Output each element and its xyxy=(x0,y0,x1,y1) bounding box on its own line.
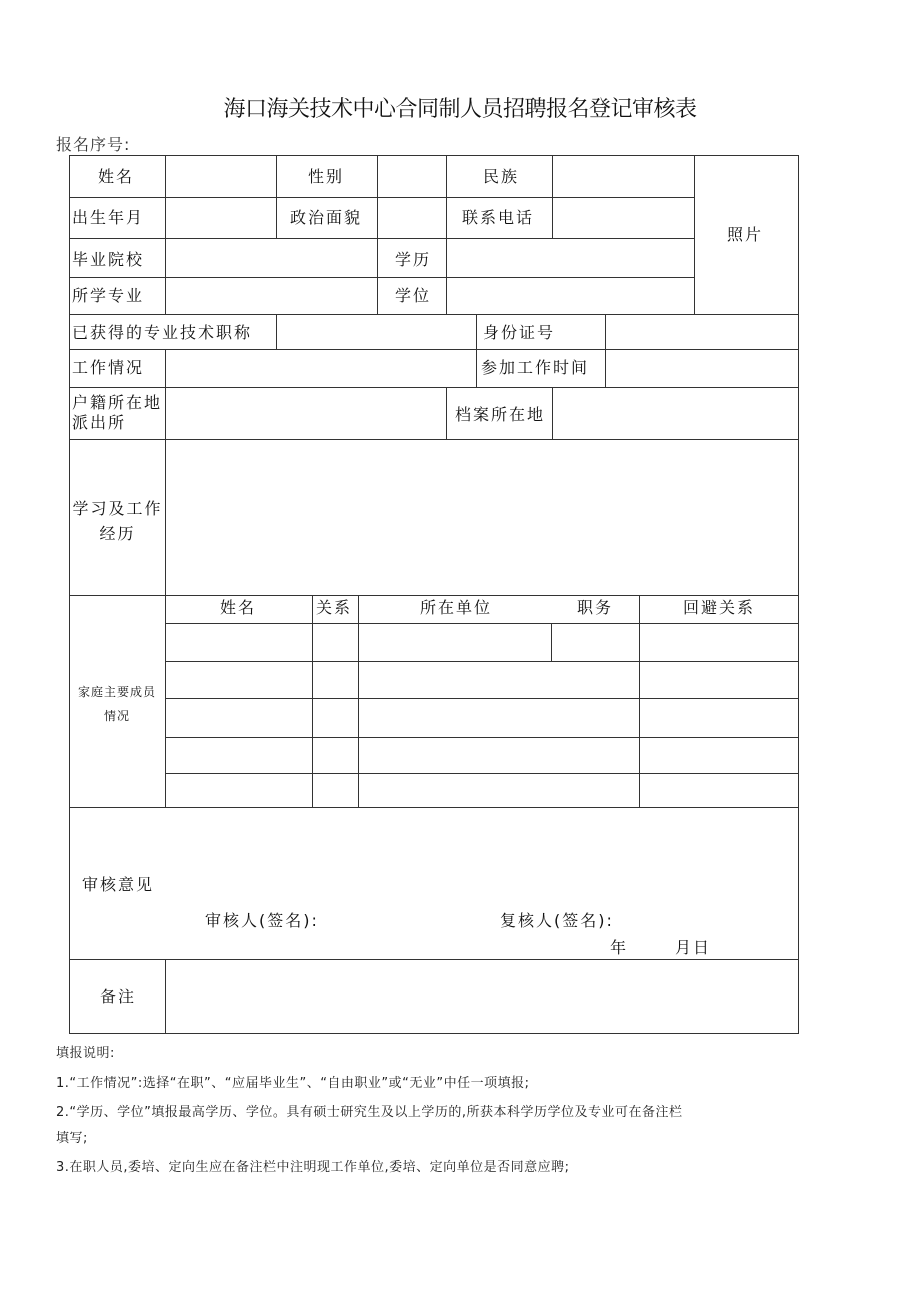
family-row-4[interactable] xyxy=(166,738,311,772)
remarks-field[interactable] xyxy=(166,960,797,1032)
family-col-relation: 关系 xyxy=(316,598,353,617)
label-name: 姓名 xyxy=(98,167,135,186)
family-row-3[interactable] xyxy=(166,699,311,736)
school-field[interactable] xyxy=(166,239,376,276)
experience-field[interactable] xyxy=(166,440,797,594)
professional-title-field[interactable] xyxy=(277,315,475,348)
work-start-date-field[interactable] xyxy=(606,350,797,386)
family-col-avoidance: 回避关系 xyxy=(683,598,756,617)
label-family-members xyxy=(69,680,165,728)
label-birth-date: 出生年月 xyxy=(72,208,145,227)
education-field[interactable] xyxy=(447,239,693,276)
household-registration-field[interactable] xyxy=(166,388,445,438)
label-work-start-date: 参加工作时间 xyxy=(481,358,590,377)
label-major: 所学专业 xyxy=(72,286,145,305)
label-gender: 性别 xyxy=(308,167,345,186)
experience-label-line2: 经历 xyxy=(99,524,136,543)
birth-date-field[interactable] xyxy=(166,198,275,237)
phone-field[interactable] xyxy=(553,198,693,237)
label-ethnicity: 民族 xyxy=(483,167,520,186)
label-professional-title: 已获得的专业技术职称 xyxy=(72,323,253,342)
date-year-label: 年 xyxy=(610,938,629,957)
family-row-2[interactable] xyxy=(166,662,311,697)
experience-label-line1: 学习及工作 xyxy=(72,499,163,518)
work-status-field[interactable] xyxy=(166,350,475,386)
major-field[interactable] xyxy=(166,278,376,313)
family-label-line1: 家庭主要成员 xyxy=(77,685,156,699)
family-row-1[interactable] xyxy=(166,624,311,660)
ethnicity-field[interactable] xyxy=(553,156,693,196)
photo-box[interactable] xyxy=(695,156,797,313)
family-col-unit: 所在单位 xyxy=(420,598,493,617)
serial-number-label: 报名序号: xyxy=(56,135,131,154)
review-opinion-field[interactable] xyxy=(166,808,797,958)
label-political-status: 政治面貌 xyxy=(290,208,363,227)
gender-field[interactable] xyxy=(378,156,445,196)
family-label-line2: 情况 xyxy=(103,709,130,723)
label-archive-location: 档案所在地 xyxy=(455,405,546,424)
label-degree: 学位 xyxy=(395,286,432,305)
archive-location-field[interactable] xyxy=(553,388,797,438)
label-experience xyxy=(70,496,165,546)
family-col-position: 职务 xyxy=(577,598,614,617)
label-household-registration xyxy=(72,393,172,433)
rechecker-signature-label: 复核人(签名): xyxy=(500,911,614,930)
label-school: 毕业院校 xyxy=(72,250,145,269)
household-label-line1: 户籍所在地 xyxy=(72,393,163,412)
political-status-field[interactable] xyxy=(378,198,445,237)
note-item-2-continued: 填写; xyxy=(56,1131,88,1146)
page-title: 海口海关技术中心合同制人员招聘报名登记审核表 xyxy=(223,97,697,122)
label-remarks: 备注 xyxy=(100,987,137,1006)
photo-label: 照片 xyxy=(727,225,764,244)
label-review-opinion: 审核意见 xyxy=(82,875,155,894)
reviewer-signature-label: 审核人(签名): xyxy=(205,911,319,930)
notes-heading: 填报说明: xyxy=(56,1046,115,1061)
note-item-3: 3.在职人员,委培、定向生应在备注栏中注明现工作单位,委培、定向单位是否同意应聘; xyxy=(56,1160,570,1175)
label-education: 学历 xyxy=(395,250,432,269)
note-item-1: 1.“工作情况”:选择“在职”、“应届毕业生”、“自由职业”或“无业”中任一项填报; xyxy=(56,1076,530,1091)
family-row-5[interactable] xyxy=(166,774,311,806)
id-number-field[interactable] xyxy=(606,315,797,348)
label-id-number: 身份证号 xyxy=(483,323,556,342)
label-work-status: 工作情况 xyxy=(72,358,145,377)
date-month-day-label: 月日 xyxy=(675,938,712,957)
label-phone: 联系电话 xyxy=(462,208,535,227)
degree-field[interactable] xyxy=(447,278,693,313)
note-item-2: 2.“学历、学位”填报最高学历、学位。具有硕士研究生及以上学历的,所获本科学历学位及专业可在备注栏 xyxy=(56,1105,683,1120)
household-label-line2: 派出所 xyxy=(72,413,127,432)
family-col-name: 姓名 xyxy=(220,598,257,617)
name-field[interactable] xyxy=(166,156,275,196)
